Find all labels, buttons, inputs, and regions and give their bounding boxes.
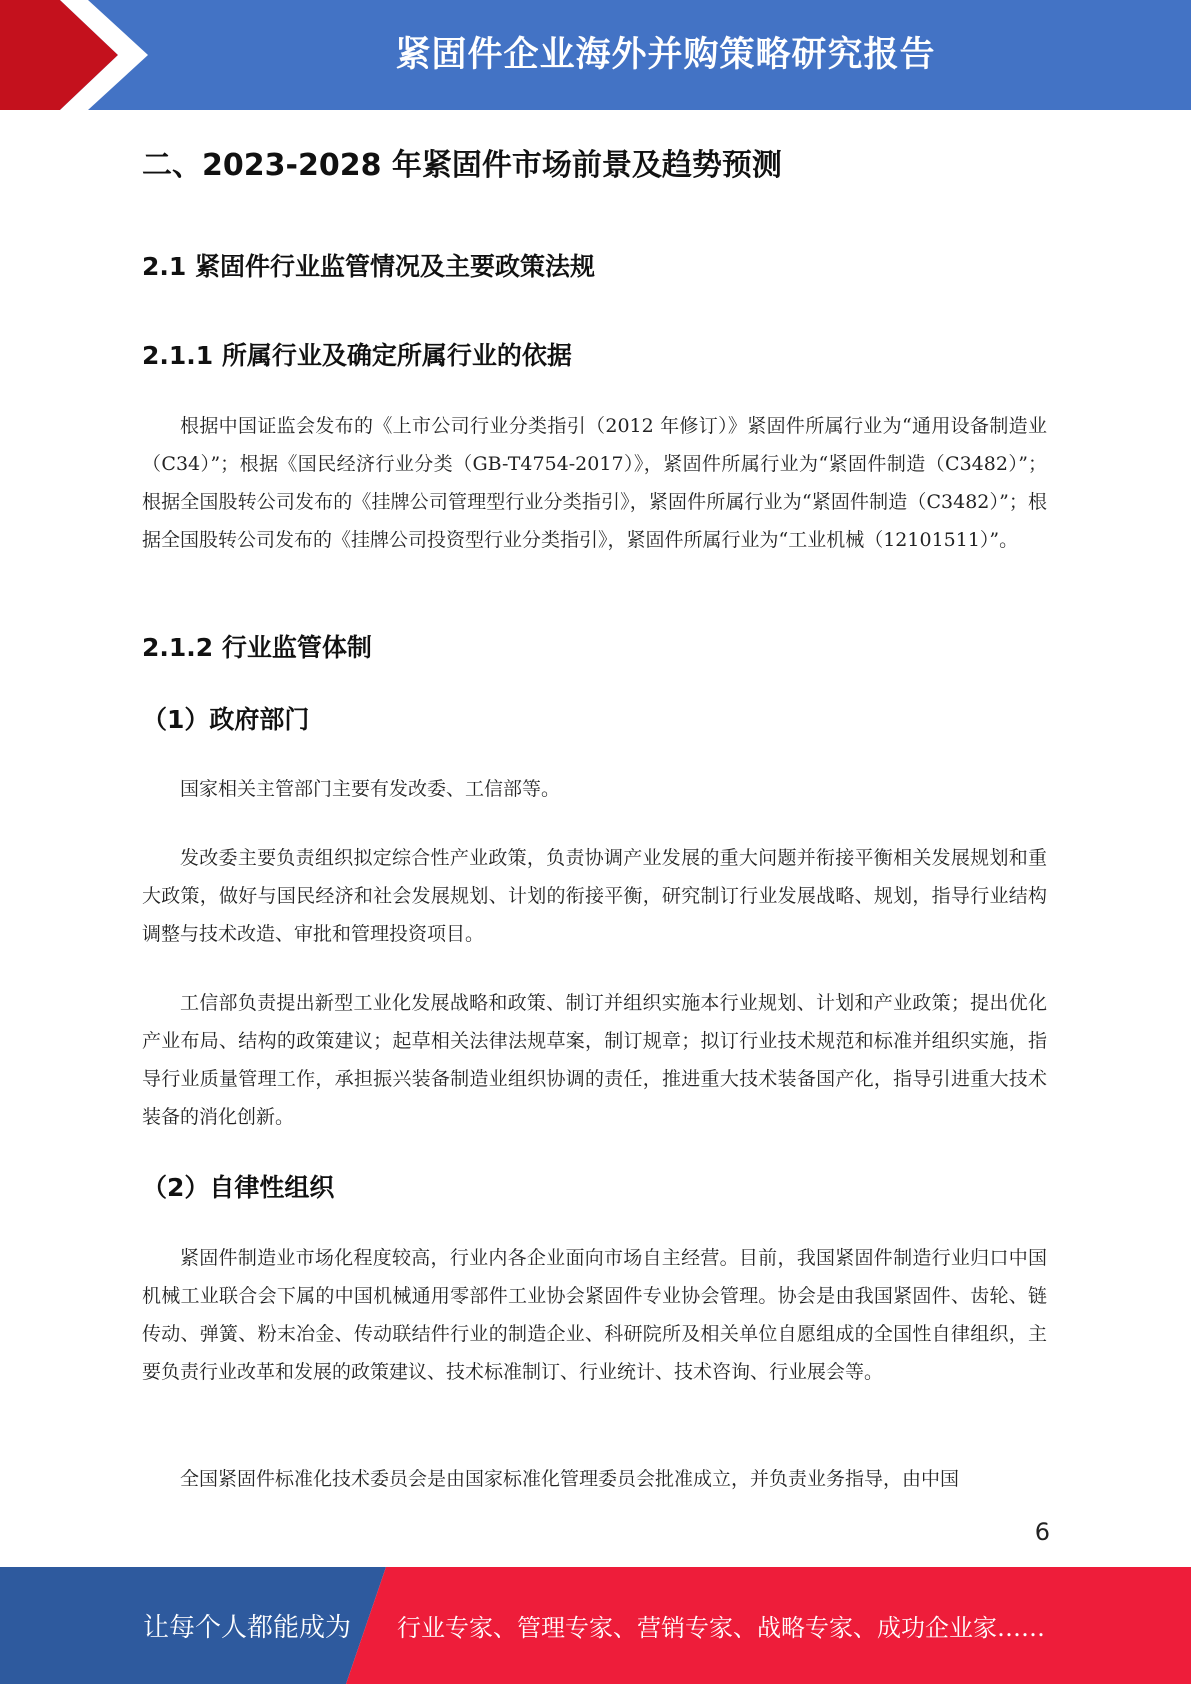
paragraph-standardization-committee: 全国紧固件标准化技术委员会是由国家标准化管理委员会批准成立，并负责业务指导，由中国: [180, 1468, 960, 1490]
paragraph-authorities: 国家相关主管部门主要有发改委、工信部等。: [180, 778, 561, 800]
paragraph-ndrc: 发改委主要负责组织拟定综合性产业政策，负责协调产业发展的重大问题并衔接平衡相关发展规划和重大政策，做好与国民经济和社会发展规划、计划的衔接平衡，研究制订行业发展战略、规划，指导行业结构调整与技术改造、审批和管理投资项目。: [142, 847, 1047, 945]
section-heading: 二、2023-2028 年紧固件市场前景及趋势预测: [142, 148, 782, 183]
subsection-heading-2-1-2: 2.1.2 行业监管体制: [142, 633, 372, 662]
header-chevron-icon: [0, 0, 160, 110]
page-number: 6: [1034, 1518, 1050, 1546]
footer-slogan-left: 让每个人都能成为: [143, 1613, 352, 1643]
report-title: 紧固件企业海外并购策略研究报告: [395, 35, 936, 75]
heading-self-regulatory-organization: （2）自律性组织: [142, 1173, 335, 1202]
page-footer: [0, 1567, 1191, 1684]
paragraph-miit: 工信部负责提出新型工业化发展战略和政策、制订并组织实施本行业规划、计划和产业政策；提出优化产业布局、结构的政策建议；起草相关法律法规草案，制订规章；拟订行业技术规范和标准并组织实施，指导行业质量管理工作，承担振兴装备制造业组织协调的责任，推进重大技术装备国产化，指导引进重大技术装备的消化创新。: [142, 992, 1047, 1128]
page-header: [0, 0, 1191, 110]
paragraph-association: 紧固件制造业市场化程度较高，行业内各企业面向市场自主经营。目前，我国紧固件制造行业归口中国机械工业联合会下属的中国机械通用零部件工业协会紧固件专业协会管理。协会是由我国紧固件、齿轮、链传动、弹簧、粉末冶金、传动联结件行业的制造企业、科研院所及相关单位自愿组成的全国性自律组织，主要负责行业改革和发展的政策建议、技术标准制订、行业统计、技术咨询、行业展会等。: [142, 1247, 1047, 1383]
subsection-heading-2-1: 2.1 紧固件行业监管情况及主要政策法规: [142, 252, 595, 281]
paragraph-industry-classification: 根据中国证监会发布的《上市公司行业分类指引（2012 年修订）》紧固件所属行业为“通用设备制造业（C34）”；根据《国民经济行业分类（GB-T4754-2017）》，紧固件所属行业为“紧固件制造（C3482）”；根据全国股转公司发布的《挂牌公司管理型行业分类指引》，紧固件所属行业为“紧固件制造（C3482）”；根据全国股转公司发布的《挂牌公司投资型行业分类指引》，紧固件所属行业为“工业机械（12101511）”。: [142, 415, 1047, 551]
footer-slogan-right: 行业专家、管理专家、营销专家、战略专家、成功企业家……: [397, 1614, 1045, 1642]
heading-government-departments: （1）政府部门: [142, 705, 310, 734]
subsection-heading-2-1-1: 2.1.1 所属行业及确定所属行业的依据: [142, 341, 572, 370]
